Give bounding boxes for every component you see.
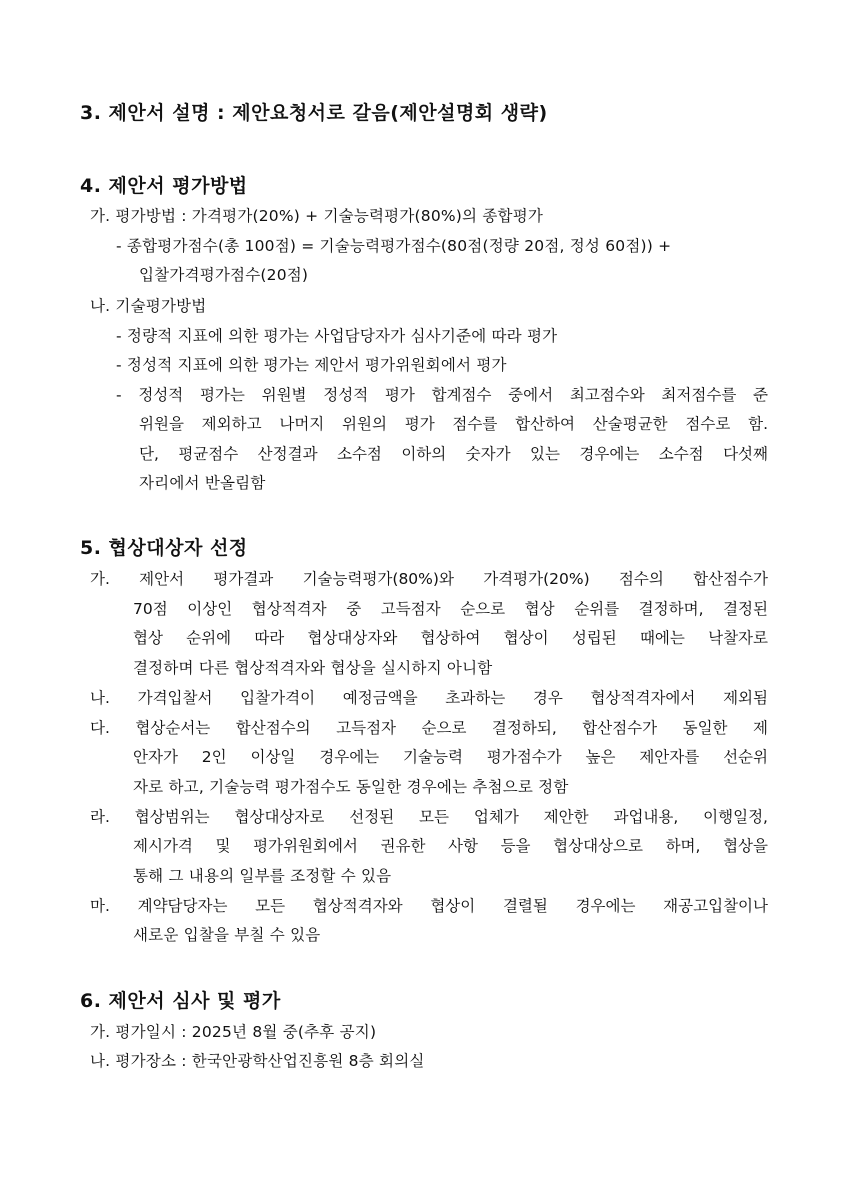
s5-item-ga-line-1: 가. 제안서 평가결과 기술능력평가(80%)와 가격평가(20%) 점수의 합산점수가: [90, 570, 768, 588]
section-5-heading: 5. 협상대상자 선정: [80, 537, 248, 559]
section-6-heading: 6. 제안서 심사 및 평가: [80, 990, 281, 1012]
s4-na-dash-2: - 정성적 지표에 의한 평가는 제안서 평가위원회에서 평가: [116, 356, 507, 374]
s4-na-dash-3-line-1: - 정성적 평가는 위원별 정성적 평가 합계점수 중에서 최고점수와 최저점수를 준: [116, 386, 768, 404]
s5-item-ra-line-1: 라. 협상범위는 협상대상자로 선정된 모든 업체가 제안한 과업내용, 이행일정,: [90, 808, 768, 826]
s4-ga-dash-1-line-1: - 종합평가점수(총 100점) = 기술능력평가점수(80점(정량 20점, 정성 60점)) +: [116, 237, 672, 255]
s6-item-ga: 가. 평가일시 : 2025년 8월 중(추후 공지): [90, 1023, 377, 1041]
s4-na-dash-3-line-2: 위원을 제외하고 나머지 위원의 평가 점수를 합산하여 산술평균한 점수로 함.: [139, 415, 768, 433]
s4-na-dash-1: - 정량적 지표에 의한 평가는 사업담당자가 심사기준에 따라 평가: [116, 327, 558, 345]
s5-item-ma-line-2: 새로운 입찰을 부칠 수 있음: [133, 926, 321, 944]
s5-item-ga-line-3: 협상 순위에 따라 협상대상자와 협상하여 협상이 성립된 때에는 낙찰자로: [133, 629, 768, 647]
s4-item-ga: 가. 평가방법 : 가격평가(20%) + 기술능력평가(80%)의 종합평가: [90, 207, 544, 225]
s5-item-da-line-1: 다. 협상순서는 합산점수의 고득점자 순으로 결정하되, 합산점수가 동일한 제: [90, 719, 768, 737]
s5-item-na: 나. 가격입찰서 입찰가격이 예정금액을 초과하는 경우 협상적격자에서 제외됨: [90, 689, 768, 707]
s5-item-da-line-2: 안자가 2인 이상일 경우에는 기술능력 평가점수가 높은 제안자를 선순위: [133, 748, 768, 766]
section-4-heading: 4. 제안서 평가방법: [80, 175, 248, 197]
s4-na-dash-3-line-3: 단, 평균점수 산정결과 소수점 이하의 숫자가 있는 경우에는 소수점 다섯째: [139, 445, 768, 463]
s6-item-na: 나. 평가장소 : 한국안광학산업진흥원 8층 회의실: [90, 1052, 425, 1070]
s4-ga-dash-1-line-2: 입찰가격평가점수(20점): [139, 266, 309, 284]
section-3-heading: 3. 제안서 설명 : 제안요청서로 갈음(제안설명회 생략): [80, 102, 548, 124]
s5-item-ga-line-4: 결정하며 다른 협상적격자와 협상을 실시하지 아니함: [133, 659, 493, 677]
s5-item-ga-line-2: 70점 이상인 협상적격자 중 고득점자 순으로 협상 순위를 결정하며, 결정된: [133, 600, 768, 618]
s5-item-ma-line-1: 마. 계약담당자는 모든 협상적격자와 협상이 결렬될 경우에는 재공고입찰이나: [90, 897, 768, 915]
s5-item-ra-line-3: 통해 그 내용의 일부를 조정할 수 있음: [133, 867, 392, 885]
s5-item-da-line-3: 자로 하고, 기술능력 평가점수도 동일한 경우에는 추첨으로 정함: [133, 778, 569, 796]
s5-item-ra-line-2: 제시가격 및 평가위원회에서 권유한 사항 등을 협상대상으로 하며, 협상을: [133, 837, 768, 855]
s4-item-na: 나. 기술평가방법: [90, 297, 207, 315]
s4-na-dash-3-line-4: 자리에서 반올림함: [139, 474, 266, 492]
